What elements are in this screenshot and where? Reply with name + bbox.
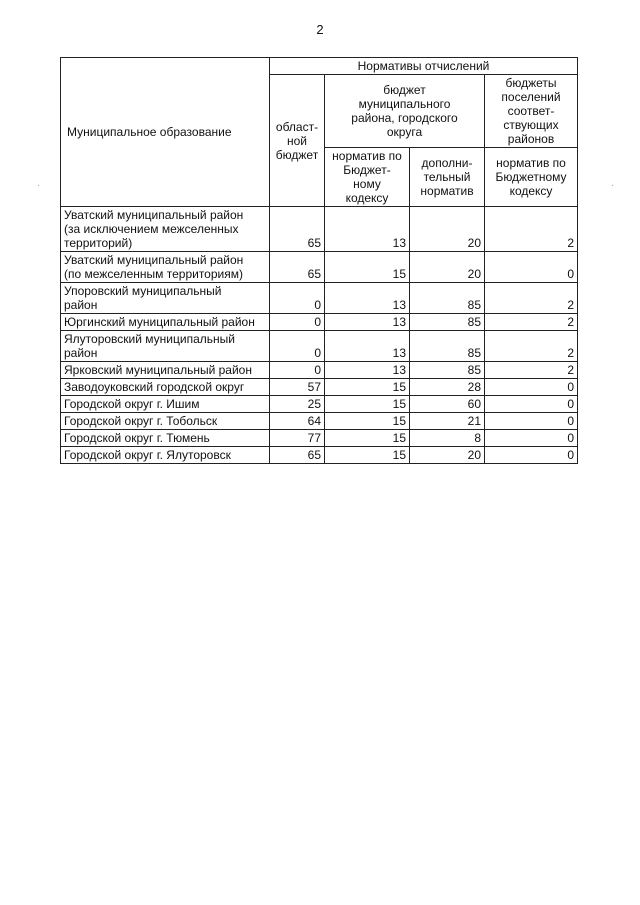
table-row: [61, 331, 578, 362]
table-row: [61, 447, 578, 464]
district-norm-cell: 15: [325, 379, 410, 396]
district-norm-cell: 13: [325, 283, 410, 314]
municipality-cell: Городской округ г. Ялуторовск: [61, 447, 270, 464]
settlement-norm-cell: 2: [485, 283, 578, 314]
municipality-cell: Юргинский муниципальный район: [61, 314, 270, 331]
municipality-cell: Уватский муниципальный район (за исключением межселенных территорий): [61, 207, 270, 252]
regional-budget-cell: 0: [270, 314, 325, 331]
regional-budget-cell: 57: [270, 379, 325, 396]
settlement-norm-cell: 0: [485, 430, 578, 447]
settlement-norm-cell: 2: [485, 314, 578, 331]
table-row: [61, 314, 578, 331]
municipality-cell: Уватский муниципальный район (по межселенным территориям): [61, 252, 270, 283]
header-additional-norm: дополни- тельный норматив: [410, 148, 485, 207]
header-norms: Нормативы отчислений: [270, 58, 578, 75]
district-norm-cell: 13: [325, 207, 410, 252]
regional-budget-cell: 0: [270, 362, 325, 379]
settlement-norm-cell: 0: [485, 413, 578, 430]
regional-budget-cell: 65: [270, 252, 325, 283]
settlement-norm-cell: 0: [485, 396, 578, 413]
district-additional-cell: 8: [410, 430, 485, 447]
header-norm-by-code: норматив по Бюджет- ному кодексу: [325, 148, 410, 207]
header-regional-budget: област- ной бюджет: [270, 75, 325, 207]
regional-budget-cell: 64: [270, 413, 325, 430]
district-norm-cell: 15: [325, 252, 410, 283]
table-row: [61, 396, 578, 413]
district-additional-cell: 20: [410, 207, 485, 252]
header-municipality: Муниципальное образование: [61, 58, 270, 207]
margin-mark-left: ·: [37, 180, 41, 191]
regional-budget-cell: 77: [270, 430, 325, 447]
municipality-cell: Ялуторовский муниципальный район: [61, 331, 270, 362]
district-additional-cell: 85: [410, 283, 485, 314]
municipality-cell: Ярковский муниципальный район: [61, 362, 270, 379]
table-row: [61, 430, 578, 447]
table-row: [61, 362, 578, 379]
district-additional-cell: 28: [410, 379, 485, 396]
table-row: [61, 379, 578, 396]
table-row: [61, 283, 578, 314]
settlement-norm-cell: 0: [485, 379, 578, 396]
header-settlement-budgets: бюджеты поселений соответ- ствующих районов: [485, 75, 578, 148]
table-row: [61, 207, 578, 252]
district-additional-cell: 85: [410, 362, 485, 379]
district-additional-cell: 85: [410, 314, 485, 331]
regional-budget-cell: 25: [270, 396, 325, 413]
settlement-norm-cell: 0: [485, 447, 578, 464]
district-additional-cell: 85: [410, 331, 485, 362]
regional-budget-cell: 65: [270, 447, 325, 464]
municipality-cell: Упоровский муниципальный район: [61, 283, 270, 314]
page-number: 2: [316, 22, 324, 37]
settlement-norm-cell: 2: [485, 331, 578, 362]
district-additional-cell: 20: [410, 447, 485, 464]
district-additional-cell: 21: [410, 413, 485, 430]
district-additional-cell: 20: [410, 252, 485, 283]
municipality-cell: Заводоуковский городской округ: [61, 379, 270, 396]
district-norm-cell: 15: [325, 447, 410, 464]
regional-budget-cell: 65: [270, 207, 325, 252]
district-additional-cell: 60: [410, 396, 485, 413]
margin-mark-right: ·: [611, 180, 615, 191]
regional-budget-cell: 0: [270, 283, 325, 314]
table-row: [61, 252, 578, 283]
district-norm-cell: 15: [325, 413, 410, 430]
district-norm-cell: 13: [325, 314, 410, 331]
district-norm-cell: 15: [325, 396, 410, 413]
district-norm-cell: 13: [325, 331, 410, 362]
settlement-norm-cell: 2: [485, 362, 578, 379]
regional-budget-cell: 0: [270, 331, 325, 362]
municipality-cell: Городской округ г. Тюмень: [61, 430, 270, 447]
settlement-norm-cell: 2: [485, 207, 578, 252]
table-row: [61, 413, 578, 430]
settlement-norm-cell: 0: [485, 252, 578, 283]
municipality-cell: Городской округ г. Тобольск: [61, 413, 270, 430]
header-district-budget: бюджет муниципального района, городского округа: [325, 75, 485, 148]
norms-table: [60, 57, 578, 464]
district-norm-cell: 15: [325, 430, 410, 447]
header-settlement-norm-by-code: норматив по Бюджетному кодексу: [485, 148, 578, 207]
municipality-cell: Городской округ г. Ишим: [61, 396, 270, 413]
district-norm-cell: 13: [325, 362, 410, 379]
